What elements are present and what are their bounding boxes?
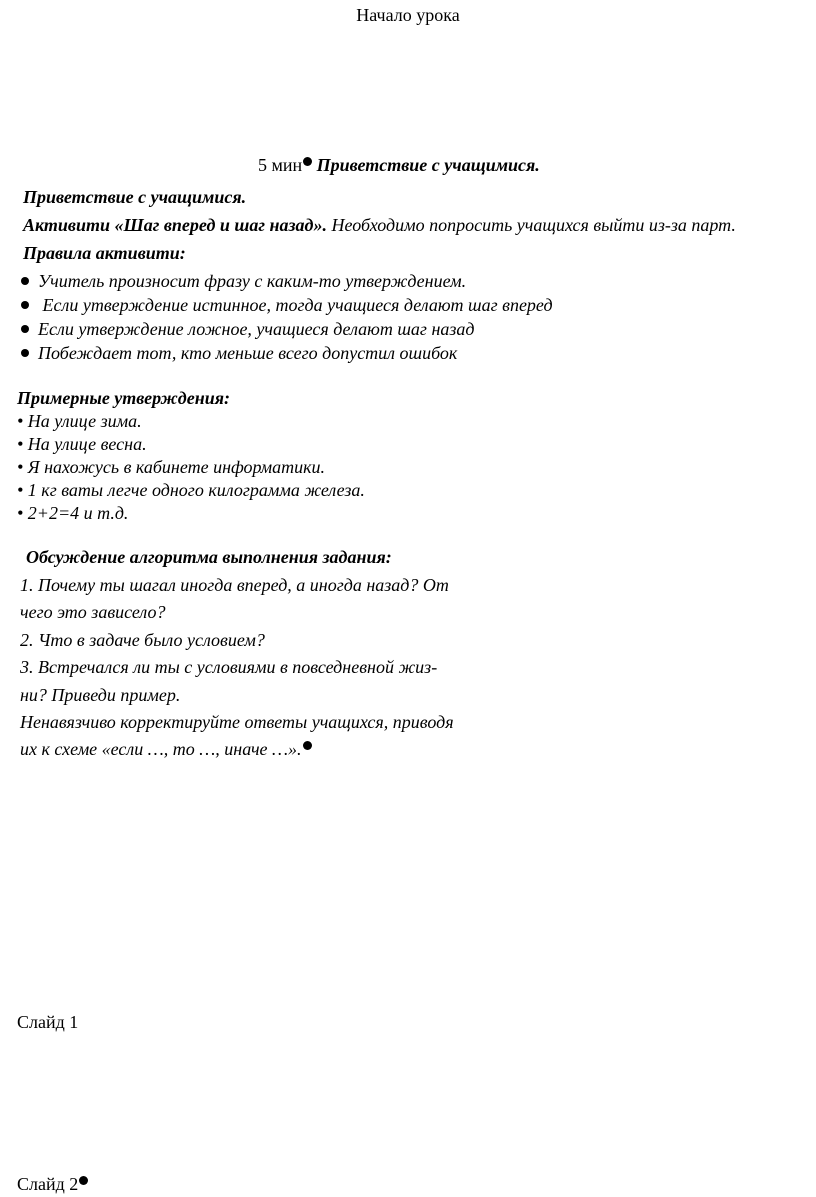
discussion-line — [20, 738, 312, 760]
discussion-line: 1. Почему ты шагал иногда вперед, а иногда назад? От — [20, 575, 449, 595]
discussion-line: Ненавязчиво корректируйте ответы учащихся, приводя — [20, 712, 454, 732]
page-title: Начало урока — [356, 5, 460, 25]
bullet-icon — [21, 349, 29, 357]
discussion-line: 2. Что в задаче было условием? — [20, 630, 265, 650]
bullet-icon — [21, 301, 29, 309]
bullet-icon — [21, 277, 29, 285]
bullet-icon — [79, 1176, 88, 1185]
topic-text: Приветствие с учащимися. — [316, 155, 540, 175]
list-item: • На улице весна. — [17, 434, 147, 454]
list-item: Учитель произносит фразу с каким-то утверждением. — [38, 271, 467, 291]
bullet-icon — [303, 157, 312, 166]
discussion-title: Обсуждение алгоритма выполнения задания: — [26, 547, 392, 567]
slide-1-label: Слайд 1 — [17, 1012, 79, 1032]
bullet-icon — [21, 325, 29, 333]
bullet-icon — [303, 741, 312, 750]
discussion-line-text: их к схеме «если …, то …, иначе …». — [20, 739, 302, 759]
greeting-heading: Приветствие с учащимися. — [23, 187, 247, 207]
timing-line — [258, 154, 540, 176]
slide-2-label-line — [17, 1173, 88, 1195]
list-item: Побеждает тот, кто меньше всего допустил ошибок — [38, 343, 458, 363]
list-item: • 2+2=4 и т.д. — [17, 503, 129, 523]
list-item: • На улице зима. — [17, 411, 142, 431]
examples-title: Примерные утверждения: — [17, 388, 230, 408]
discussion-line: чего это зависело? — [20, 602, 166, 622]
duration-text: 5 мин — [258, 155, 303, 175]
slide-2-label: Слайд 2 — [17, 1174, 79, 1194]
activity-name: Активити «Шаг вперед и шаг назад». — [23, 215, 327, 235]
list-item: Если утверждение истинное, тогда учащиеся делают шаг вперед — [38, 295, 553, 315]
discussion-line: 3. Встречался ли ты с условиями в повседневной жиз- — [20, 657, 438, 677]
discussion-line: ни? Приведи пример. — [20, 685, 181, 705]
rules-title: Правила активити: — [23, 243, 186, 263]
list-item: • 1 кг ваты легче одного килограмма железа. — [17, 480, 365, 500]
activity-line — [23, 214, 736, 236]
activity-instruction: Необходимо попросить учащихся выйти из-за парт. — [327, 215, 736, 235]
list-item: • Я нахожусь в кабинете информатики. — [17, 457, 326, 477]
list-item: Если утверждение ложное, учащиеся делают шаг назад — [38, 319, 475, 339]
